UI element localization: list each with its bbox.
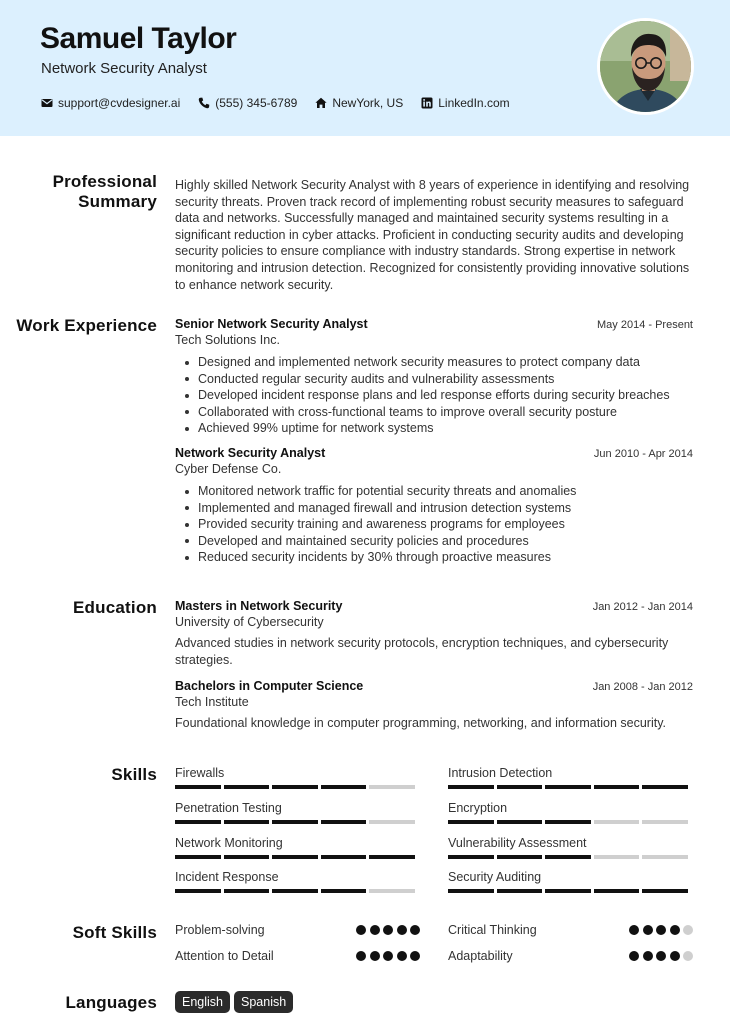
education-description: Foundational knowledge in computer programming, networking, and information security. <box>175 716 666 730</box>
rating-dot-filled <box>383 951 393 961</box>
skill-segment-filled <box>497 889 543 893</box>
soft-skill-rating <box>353 951 421 961</box>
rating-dot-filled <box>410 925 420 935</box>
skill-segment-filled <box>545 889 591 893</box>
rating-dot-filled <box>629 951 639 961</box>
bullet-item: Reduced security incidents by 30% through proactive measures <box>175 549 693 566</box>
bullet-item: Conducted regular security audits and vulnerability assessments <box>175 371 693 388</box>
degree-title: Masters in Network Security <box>175 599 343 613</box>
education-dates: Jan 2012 - Jan 2014 <box>592 601 693 613</box>
skill-segment-filled <box>272 785 318 789</box>
contact-info <box>41 96 528 110</box>
skill-level-bar <box>448 785 693 789</box>
skill-name: Network Monitoring <box>175 836 283 850</box>
skill-item <box>175 766 420 789</box>
skill-segment-empty <box>369 889 415 893</box>
rating-dot-filled <box>370 925 380 935</box>
education-entry <box>175 679 693 732</box>
soft-skill-name: Problem-solving <box>175 923 265 937</box>
company-name: Tech Solutions Inc. <box>175 333 280 347</box>
skill-segment-filled <box>272 820 318 824</box>
skill-segment-empty <box>369 785 415 789</box>
rating-dot-filled <box>356 925 366 935</box>
skill-segment-filled <box>594 889 640 893</box>
rating-dot-filled <box>356 951 366 961</box>
skill-segment-filled <box>545 785 591 789</box>
school-name: University of Cybersecurity <box>175 615 324 629</box>
bullet-item: Achieved 99% uptime for network systems <box>175 420 693 437</box>
skill-segment-filled <box>448 855 494 859</box>
section-title-experience: Work Experience <box>16 316 157 335</box>
skill-segment-empty <box>594 855 640 859</box>
rating-dot-empty <box>683 951 693 961</box>
job-dates: May 2014 - Present <box>597 319 693 331</box>
language-pill: Spanish <box>234 991 293 1013</box>
skill-segment-filled <box>594 785 640 789</box>
degree-title: Bachelors in Computer Science <box>175 679 364 693</box>
bullet-item: Designed and implemented network security measures to protect company data <box>175 354 693 371</box>
rating-dot-filled <box>410 951 420 961</box>
section-title-languages: Languages <box>65 993 157 1012</box>
contact-location-text: NewYork, US <box>332 96 404 110</box>
skill-segment-filled <box>545 820 591 824</box>
rating-dot-filled <box>656 951 666 961</box>
skill-segment-filled <box>321 820 367 824</box>
skill-segment-filled <box>369 855 415 859</box>
soft-skill-item <box>175 923 420 937</box>
rating-dot-filled <box>670 951 680 961</box>
skill-name: Vulnerability Assessment <box>448 836 587 850</box>
soft-skill-rating <box>353 925 421 935</box>
job-dates: Jun 2010 - Apr 2014 <box>593 448 693 460</box>
soft-skill-item <box>175 949 420 963</box>
skill-segment-filled <box>497 855 543 859</box>
skill-name: Security Auditing <box>448 870 542 884</box>
linkedin-icon <box>421 97 433 109</box>
experience-entry <box>175 446 693 566</box>
company-name: Cyber Defense Co. <box>175 462 282 476</box>
contact-phone[interactable] <box>198 96 297 110</box>
rating-dot-filled <box>383 925 393 935</box>
skill-segment-filled <box>321 855 367 859</box>
skill-item <box>448 836 693 859</box>
job-title: Network Security Analyst <box>175 446 326 460</box>
job-bullets <box>175 483 693 566</box>
contact-email-text: support@cvdesigner.ai <box>58 96 181 110</box>
job-bullets <box>175 354 693 437</box>
soft-skill-name: Adaptability <box>448 949 513 963</box>
soft-skill-item <box>448 949 693 963</box>
skill-segment-filled <box>497 785 543 789</box>
language-pill: English <box>175 991 230 1013</box>
skill-segment-filled <box>224 785 270 789</box>
rating-dot-filled <box>643 951 653 961</box>
skill-segment-filled <box>175 855 221 859</box>
section-title-summary: Professional Summary <box>52 172 157 211</box>
education-dates: Jan 2008 - Jan 2012 <box>592 681 693 693</box>
job-title: Senior Network Security Analyst <box>175 317 368 331</box>
skill-item <box>448 766 693 789</box>
skill-segment-filled <box>224 889 270 893</box>
rating-dot-filled <box>656 925 666 935</box>
bullet-item: Monitored network traffic for potential security threats and anomalies <box>175 483 693 500</box>
bullet-item: Developed and maintained security policies and procedures <box>175 533 693 550</box>
language-list <box>175 991 297 1013</box>
rating-dot-filled <box>670 925 680 935</box>
rating-dot-filled <box>629 925 639 935</box>
skill-level-bar <box>175 855 420 859</box>
bullet-item: Provided security training and awareness programs for employees <box>175 516 693 533</box>
skill-item <box>175 870 420 893</box>
envelope-icon <box>41 97 53 109</box>
skill-level-bar <box>175 785 420 789</box>
skill-segment-filled <box>497 820 543 824</box>
rating-dot-filled <box>643 925 653 935</box>
skill-segment-filled <box>448 820 494 824</box>
soft-skill-name: Attention to Detail <box>175 949 274 963</box>
skill-segment-filled <box>272 889 318 893</box>
skill-name: Intrusion Detection <box>448 766 553 780</box>
rating-dot-filled <box>370 951 380 961</box>
education-description: Advanced studies in network security protocols, encryption techniques, and cybersecurity strategies. <box>175 636 669 667</box>
skill-segment-empty <box>642 855 688 859</box>
section-title-soft-skills: Soft Skills <box>72 923 157 942</box>
skill-name: Firewalls <box>175 766 225 780</box>
soft-skill-item <box>448 923 693 937</box>
skill-item <box>448 870 693 893</box>
skill-segment-filled <box>545 855 591 859</box>
skill-item <box>448 801 693 824</box>
rating-dot-filled <box>397 951 407 961</box>
skill-level-bar <box>175 889 420 893</box>
bullet-item: Developed incident response plans and led response efforts during security breaches <box>175 387 693 404</box>
soft-skill-name: Critical Thinking <box>448 923 537 937</box>
rating-dot-filled <box>397 925 407 935</box>
skill-segment-filled <box>448 889 494 893</box>
skill-segment-empty <box>642 820 688 824</box>
skill-name: Incident Response <box>175 870 279 884</box>
contact-linkedin[interactable] <box>421 96 509 110</box>
skill-segment-empty <box>369 820 415 824</box>
skill-segment-filled <box>321 889 367 893</box>
phone-icon <box>198 97 210 109</box>
skill-name: Penetration Testing <box>175 801 282 815</box>
summary-text: Highly skilled Network Security Analyst with 8 years of experience in identifying and resolving security threats. Proven track record of implementing robust security measures to safeguard data and networks. Successfully managed and maintained security systems resulting in a significant reduction in cyber attacks. Proficient in conducting security audits and developing security policies to ensure compliance with industry standards. Strong expertise in network monitoring and intrusion detection. Recognized for consistently providing innovative solutions to enhance network security. <box>175 178 690 292</box>
education-entry <box>175 599 693 668</box>
profile-photo <box>597 18 694 115</box>
skill-segment-filled <box>321 785 367 789</box>
skill-name: Encryption <box>448 801 508 815</box>
skill-item <box>175 836 420 859</box>
skill-level-bar <box>448 855 693 859</box>
soft-skill-rating <box>626 951 694 961</box>
contact-location <box>315 96 403 110</box>
skill-level-bar <box>448 889 693 893</box>
skill-segment-filled <box>448 785 494 789</box>
contact-linkedin-text: LinkedIn.com <box>438 96 510 110</box>
skill-level-bar <box>175 820 420 824</box>
skill-segment-filled <box>175 785 221 789</box>
bullet-item: Implemented and managed firewall and intrusion detection systems <box>175 500 693 517</box>
candidate-name: Samuel Taylor <box>40 22 237 55</box>
school-name: Tech Institute <box>175 695 249 709</box>
experience-entry <box>175 317 693 437</box>
contact-email[interactable] <box>41 96 180 110</box>
skill-segment-filled <box>175 820 221 824</box>
rating-dot-empty <box>683 925 693 935</box>
home-icon <box>315 97 327 109</box>
skill-segment-filled <box>175 889 221 893</box>
skill-segment-filled <box>272 855 318 859</box>
section-title-skills: Skills <box>111 765 157 784</box>
skill-level-bar <box>448 820 693 824</box>
bullet-item: Collaborated with cross-functional teams to improve overall security posture <box>175 404 693 421</box>
soft-skill-rating <box>626 925 694 935</box>
skill-segment-filled <box>224 820 270 824</box>
skill-segment-filled <box>224 855 270 859</box>
contact-phone-text: (555) 345-6789 <box>215 96 298 110</box>
section-title-education: Education <box>73 598 157 617</box>
skill-segment-filled <box>642 889 688 893</box>
skill-item <box>175 801 420 824</box>
candidate-title: Network Security Analyst <box>41 60 207 77</box>
skill-segment-empty <box>594 820 640 824</box>
skill-segment-filled <box>642 785 688 789</box>
